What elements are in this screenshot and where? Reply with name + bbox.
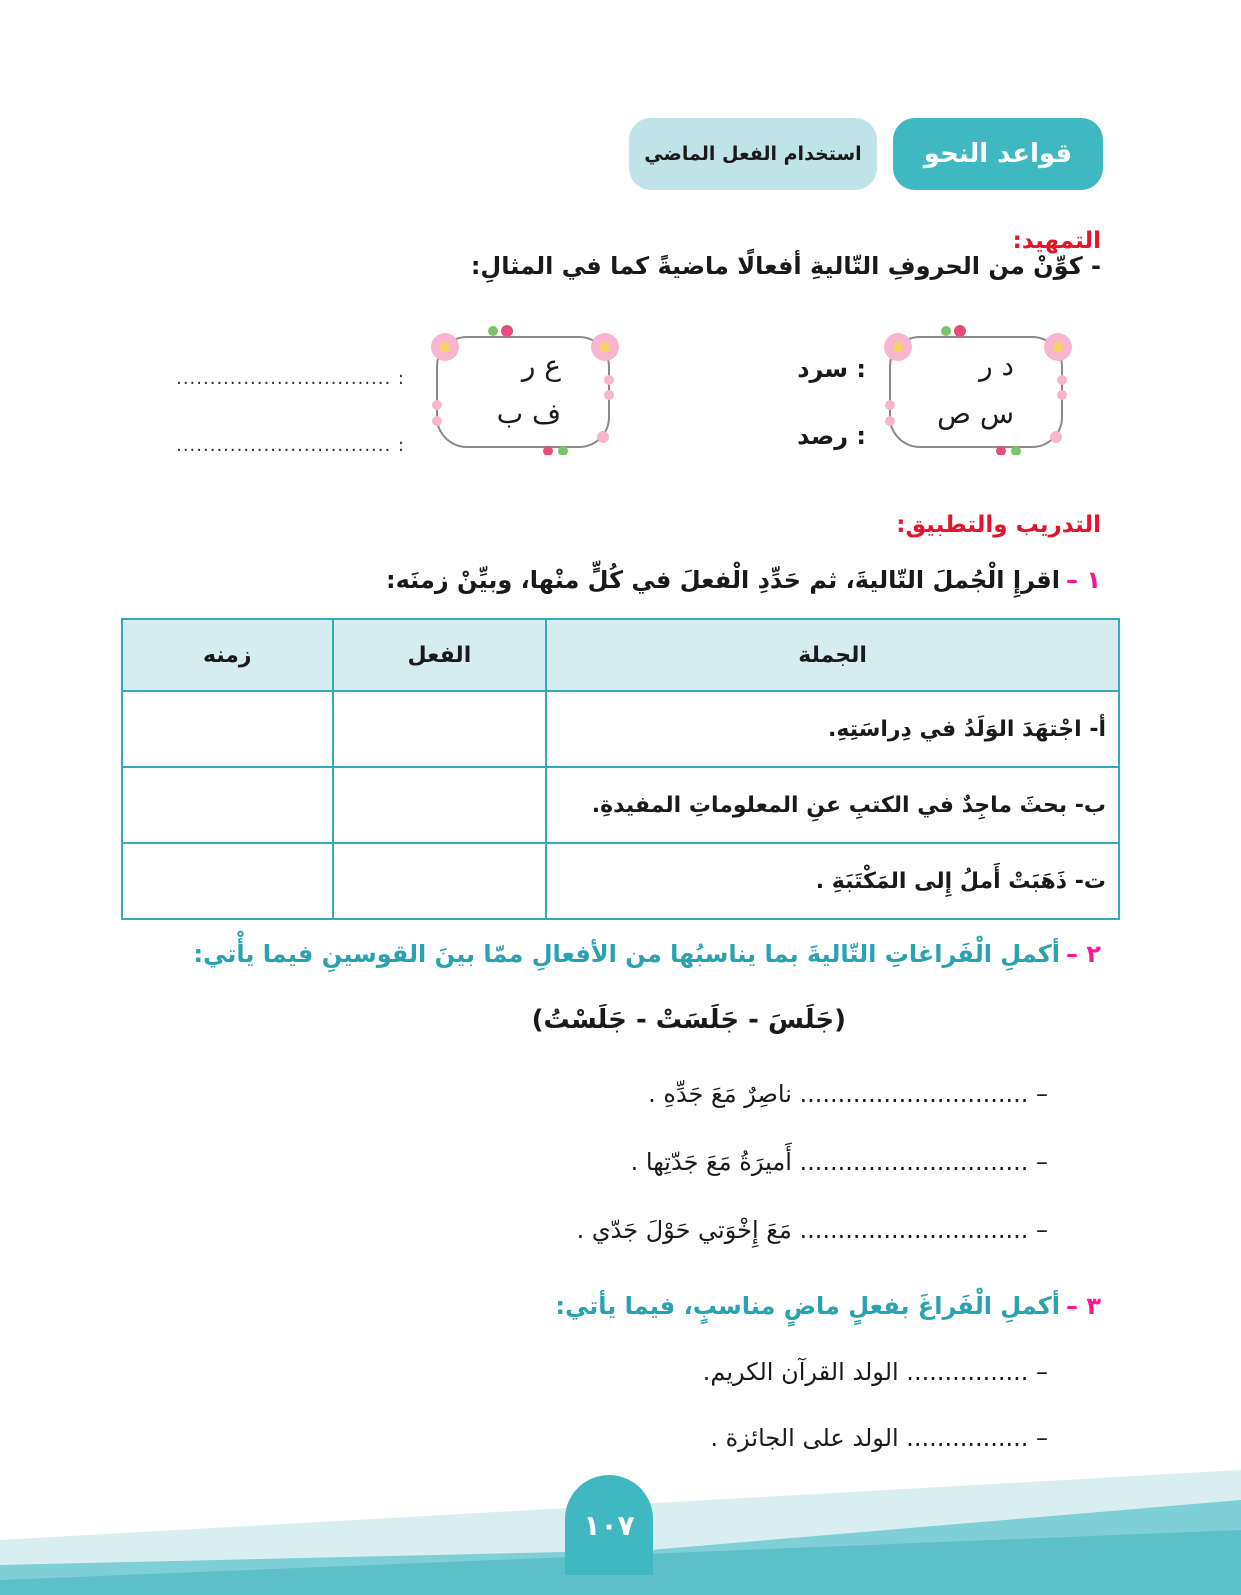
verbs-table: [121, 618, 1120, 920]
table-row: [122, 691, 1119, 767]
verb-answer-cell[interactable]: [333, 843, 547, 919]
exercise-letters-row2: ف ب: [496, 397, 561, 430]
example-answer-2: : رصد: [797, 422, 866, 450]
q2-line-3[interactable]: – .............................. مَعَ إِخْوَتي حَوْلَ جَدّي .: [576, 1216, 1048, 1244]
example-answer-1: : سرد: [797, 355, 866, 383]
column-header-verb: الفعل: [333, 619, 547, 691]
example-letters-row2: س ص: [937, 397, 1014, 430]
intro-heading: التمهيد:: [1012, 228, 1101, 254]
exercise-blank-1[interactable]: : ................................: [176, 368, 405, 389]
section-title: قواعد النحو: [923, 139, 1073, 169]
column-header-tense: زمنه: [122, 619, 333, 691]
flower-frame-icon: [423, 325, 623, 455]
q3-text: أكملِ الْفَراغَ بفعلٍ ماضٍ مناسبٍ، فيما يأتي:: [555, 1292, 1060, 1320]
tense-answer-cell[interactable]: [122, 767, 333, 843]
q1-number: ١ –: [1065, 566, 1101, 594]
q3-line-2[interactable]: – ................ الولد على الجائزة .: [710, 1424, 1048, 1452]
page-number-tab: [565, 1475, 653, 1575]
page-number: ١٠٧: [583, 1508, 635, 1542]
q2-instruction: [193, 940, 1101, 968]
q2-line-1[interactable]: – .............................. ناصِرٌ مَعَ جَدِّهِ .: [648, 1080, 1048, 1108]
verb-answer-cell[interactable]: [333, 767, 547, 843]
exercise-blank-2[interactable]: : ................................: [176, 435, 405, 456]
q2-options: (جَلَسَ - جَلَسَتْ - جَلَسْتُ): [531, 1005, 846, 1035]
section-title-pill: [893, 118, 1103, 190]
tense-answer-cell[interactable]: [122, 691, 333, 767]
flower-frame-icon: [876, 325, 1076, 455]
q1-text: اقرإِ الْجُملَ التّاليةَ، ثم حَدِّدِ الْفعلَ في كُلٍّ منْها، وبيِّنْ زمنَه:: [386, 566, 1060, 594]
q3-line-1[interactable]: – ................ الولد القرآن الكريم.: [702, 1358, 1048, 1386]
practice-heading: التدريب والتطبيق:: [896, 512, 1101, 538]
example-letters-row1: د ر: [979, 349, 1014, 382]
verb-answer-cell[interactable]: [333, 691, 547, 767]
table-row: [122, 767, 1119, 843]
sentence-cell: أ- اجْتهَدَ الوَلَدُ في دِراسَتِهِ.: [546, 691, 1119, 767]
q3-number: ٣ –: [1065, 1292, 1101, 1320]
topic-title: استخدام الفعل الماضي: [644, 143, 862, 165]
sentence-cell: ب- بحثَ ماجِدٌ في الكتبِ عنِ المعلوماتِ المفيدةِ.: [546, 767, 1119, 843]
sentence-cell: ت- ذَهَبَتْ أَملُ إِلى المَكْتَبَةِ .: [546, 843, 1119, 919]
exercise-flower-frame: [423, 325, 623, 455]
q1-instruction: [386, 566, 1101, 594]
exercise-letters-row1: ع ر: [521, 349, 561, 382]
topic-pill: [629, 118, 877, 190]
tense-answer-cell[interactable]: [122, 843, 333, 919]
table-row: [122, 843, 1119, 919]
column-header-sentence: الجملة: [546, 619, 1119, 691]
q3-instruction: [555, 1292, 1101, 1320]
q2-line-2[interactable]: – .............................. أَميرَةُ مَعَ جَدّتِها .: [630, 1148, 1048, 1176]
q2-text: أكملِ الْفَراغاتِ التّاليةَ بما يناسبُها من الأفعالِ ممّا بينَ القوسينِ فيما يأْتي:: [193, 940, 1060, 968]
intro-instruction: - كوِّنْ من الحروفِ التّاليةِ أفعالًا ماضيةً كما في المثالِ:: [470, 252, 1101, 280]
example-flower-frame: [876, 325, 1076, 455]
q2-number: ٢ –: [1065, 940, 1101, 968]
